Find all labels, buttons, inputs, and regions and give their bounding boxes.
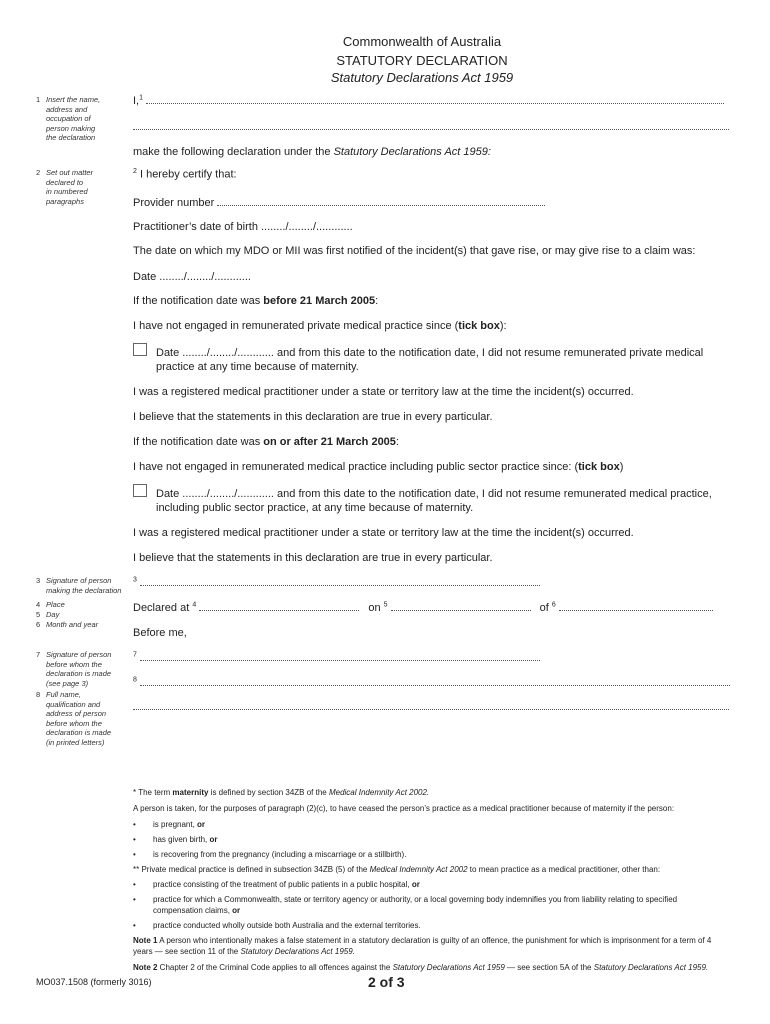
margin-note-8: 8 Full name, qualification and address of person before whom the declaration is made (in printed letters) (36, 690, 112, 747)
registered-practitioner-text-2: I was a registered medical practitioner under a state or territory law at the time the incident(s) occurred. (133, 527, 634, 539)
month-year-field[interactable] (559, 601, 713, 611)
maternity-public-option: Date ......../......../............ and from this date to the notification date, I did not resume remunerated medical practice, including public sector practice, at any time because of maternity. (156, 488, 712, 514)
margin-note-2: 2 Set out matter declared to in numbered paragraphs (36, 168, 94, 206)
witness-details-field-1[interactable] (140, 676, 730, 686)
witness-details-row-1: 8 (133, 676, 733, 689)
list-item: • is pregnant, or (133, 820, 206, 829)
certify-text: $^2$ I hereby certify that: (133, 168, 237, 181)
note-1: Note 1 A person who intentionally makes a false statement in a statutory declaration is guilty of an offence, the punishment for which is imprisonment for a term of 4 years — see section 11 of the Statutory Declarations Act 1959. (133, 936, 712, 956)
list-item: • has given birth, or (133, 835, 218, 844)
list-item: • practice conducted wholly outside both Australia and the external territories. (133, 921, 421, 930)
page-number: 2 of 3 (368, 974, 405, 990)
maternity-public-checkbox[interactable] (133, 484, 147, 497)
margin-note-6: 6 Month and year (36, 620, 99, 629)
believe-true-text-1: I believe that the statements in this declaration are true in every particular. (133, 411, 493, 423)
person-taken-text: A person is taken, for the purposes of paragraph (2)(c), to have ceased the person’s practice as a medical practitioner because of maternity if the person: (133, 804, 675, 813)
declarant-address-field[interactable] (133, 120, 729, 130)
list-item: • is recovering from the pregnancy (including a miscarriage or a stillbirth). (133, 850, 407, 859)
declarant-signature-row: 3 (133, 576, 733, 589)
notification-date-row: Date ......../......../............ (133, 271, 251, 283)
declared-at-row: Declared at $^4$ on $^5$ of $^6$ (133, 601, 733, 614)
place-field[interactable] (199, 601, 359, 611)
maternity-private-option: Date ......../......../............ and from this date to the notification date, I did not resume remunerated private medical practice at any time because of maternity. (156, 347, 704, 373)
declarant-line-1: I,$^1$ (133, 94, 733, 107)
registered-practitioner-text-1: I was a registered medical practitioner under a state or territory law at the time the incident(s) occurred. (133, 386, 634, 398)
margin-note-1: 1 Insert the name, address and occupation of person making the declaration (36, 95, 101, 143)
witness-details-row-2 (133, 700, 733, 713)
margin-note-3: 3 Signature of person making the declaration (36, 576, 122, 595)
witness-signature-row: 7 (133, 651, 733, 664)
provider-number-field[interactable] (217, 196, 545, 206)
after-2005-heading: If the notification date was on or after 21 March 2005: (133, 436, 399, 448)
maternity-definition: * The term maternity is defined by section 34ZB of the Medical Indemnity Act 2002. (133, 788, 430, 797)
witness-signature-field[interactable] (140, 651, 540, 661)
header-title: STATUTORY DECLARATION (336, 53, 508, 68)
declarant-name-field[interactable] (146, 94, 724, 104)
before-2005-heading: If the notification date was before 21 March 2005: (133, 295, 379, 307)
header-country: Commonwealth of Australia (342, 34, 502, 49)
list-item: • practice for which a Commonwealth, state or territory agency or authority, or a local governing body indemnifies you from liability relating to specified compensation claims, or (133, 895, 678, 915)
header-act: Statutory Declarations Act 1959 (330, 70, 514, 85)
form-code: MO037.1508 (formerly 3016) (36, 977, 152, 987)
before-me-text: Before me, (133, 627, 187, 639)
note-2: Note 2 Chapter 2 of the Criminal Code applies to all offences against the Statutory Declarations Act 1959 — see section 5A of the Statutory Declarations Act 1959. (133, 963, 709, 972)
not-engaged-private-text: I have not engaged in remunerated private medical practice since (tick box): (133, 320, 507, 332)
mdo-date-question: The date on which my MDO or MII was first notified of the incident(s) that gave rise, or may give rise to a claim was: (133, 245, 696, 257)
margin-note-4: 4 Place (36, 600, 65, 609)
private-practice-definition: ** Private medical practice is defined in subsection 34ZB (5) of the Medical Indemnity Act 2002 to mean practice as a medical practitioner, other than: (133, 865, 661, 874)
dob-row: Practitioner’s date of birth ......../......../............ (133, 221, 353, 233)
make-declaration-text: make the following declaration under the Statutory Declarations Act 1959: (133, 146, 491, 158)
believe-true-text-2: I believe that the statements in this declaration are true in every particular. (133, 552, 493, 564)
maternity-private-checkbox[interactable] (133, 343, 147, 356)
list-item: • practice consisting of the treatment of public patients in a public hospital, or (133, 880, 420, 889)
not-engaged-public-text: I have not engaged in remunerated medical practice including public sector practice since: (tick box) (133, 461, 624, 473)
witness-details-field-2[interactable] (133, 700, 729, 710)
declarant-line-2 (133, 120, 733, 133)
declarant-signature-field[interactable] (140, 576, 540, 586)
margin-note-5: 5 Day (36, 610, 60, 619)
margin-note-7: 7 Signature of person before whom the declaration is made (see page 3) (36, 650, 112, 688)
provider-number-row: Provider number (133, 196, 733, 209)
day-field[interactable] (391, 601, 531, 611)
